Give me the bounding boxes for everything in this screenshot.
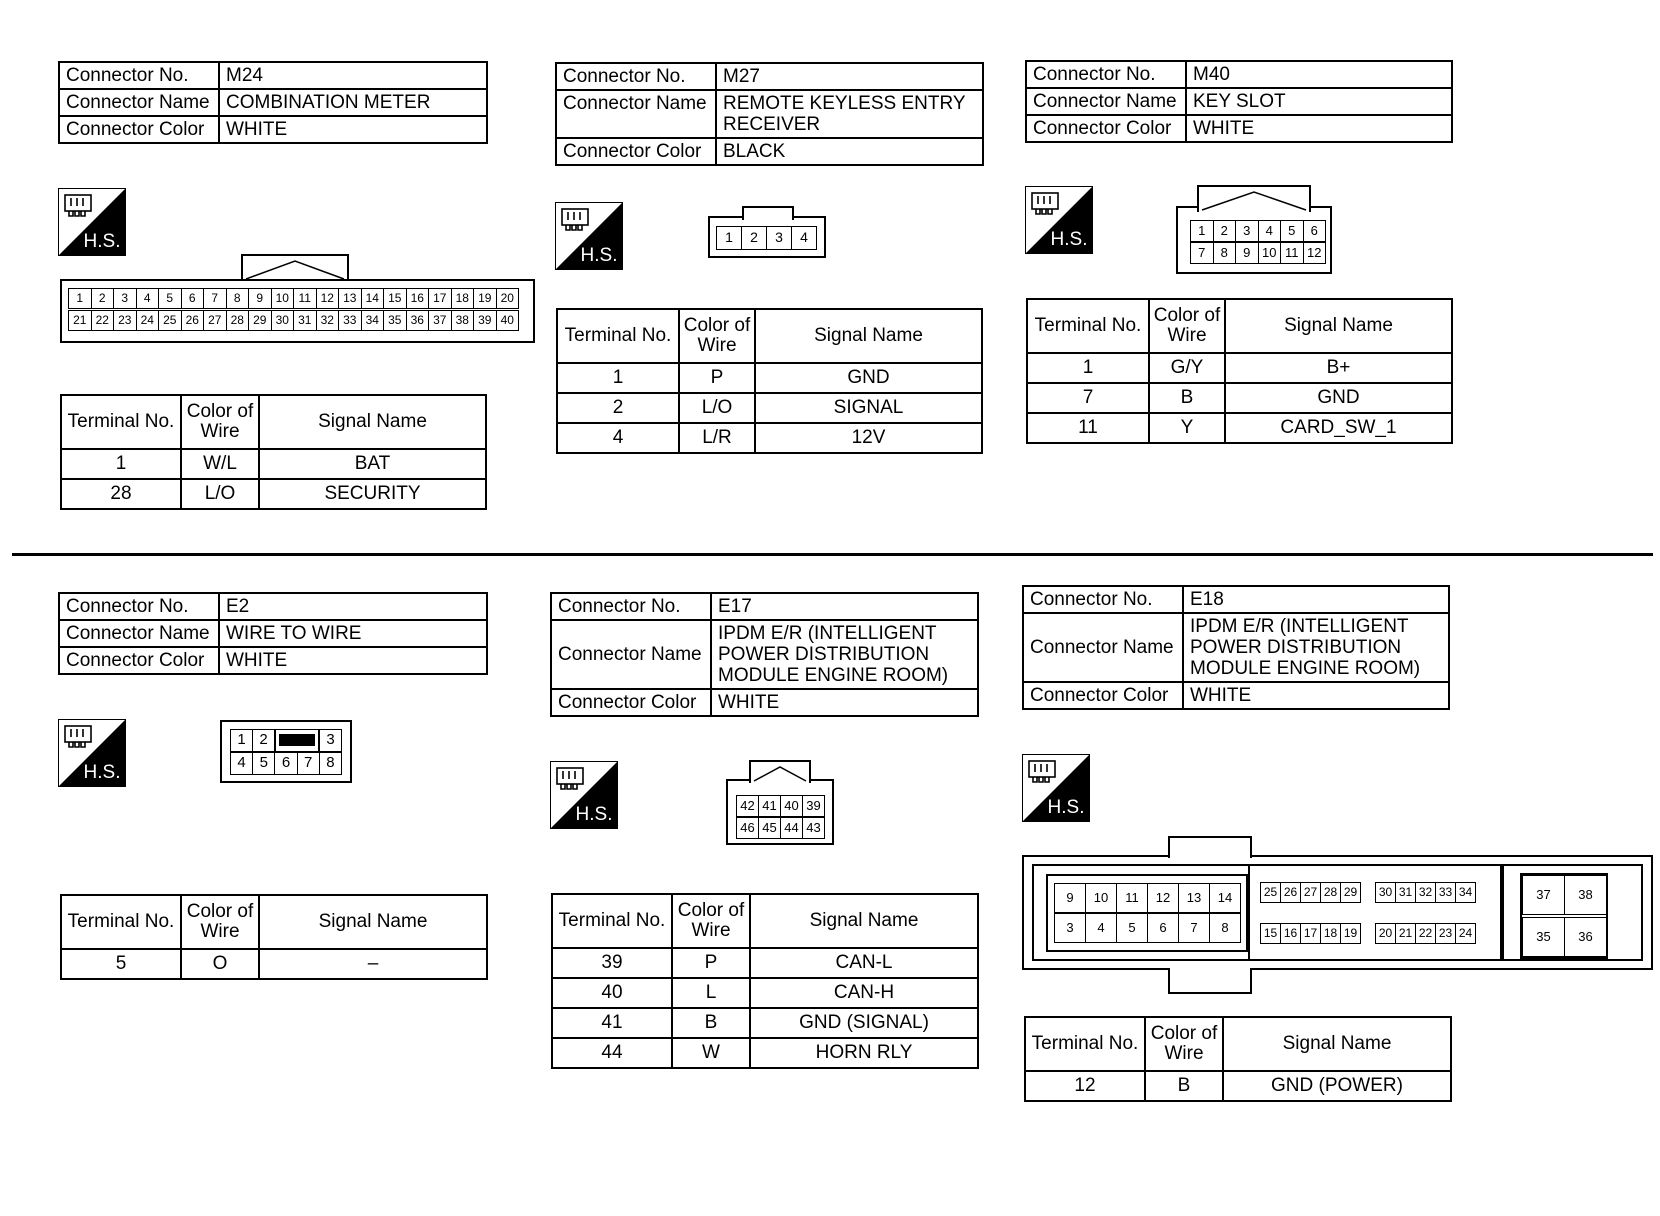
- pin-9: 9: [1054, 883, 1086, 913]
- label-connector-no: Connector No.: [1026, 61, 1186, 88]
- pin-24: 24: [136, 310, 160, 331]
- pin-22: 22: [91, 310, 115, 331]
- connector-face-e18: [1022, 836, 1653, 994]
- signal-cell: 12V: [755, 423, 982, 453]
- header-color-of-wire: Color of Wire: [679, 309, 755, 363]
- signal-cell: SECURITY: [259, 479, 486, 509]
- harness-side-icon: [556, 203, 622, 269]
- hs-label: H.S.: [580, 245, 618, 266]
- pin-30: 30: [271, 310, 295, 331]
- pin-20: 20: [496, 288, 520, 309]
- pin-20: 20: [1375, 923, 1396, 944]
- hs-label: H.S.: [1050, 229, 1088, 250]
- pin-11: 11: [293, 288, 317, 309]
- pin-4: 4: [791, 226, 817, 250]
- pin-40: 40: [780, 795, 803, 817]
- label-connector-color: Connector Color: [551, 689, 711, 716]
- header-terminal-no: Terminal No.: [61, 895, 181, 949]
- pin-3: 3: [319, 729, 342, 752]
- pin-29: 29: [1340, 882, 1361, 903]
- pin-5: 5: [252, 752, 275, 775]
- connector-color-value: WHITE: [1183, 682, 1449, 709]
- signal-cell: –: [259, 949, 487, 979]
- connector-name-value: COMBINATION METER: [219, 89, 487, 116]
- connector-no-value: E2: [219, 593, 487, 620]
- connector-top-tab: [1168, 836, 1252, 858]
- pin-35: 35: [383, 310, 407, 331]
- hs-badge-m24: [58, 188, 126, 256]
- pin-block-middle: [1248, 864, 1502, 961]
- pin-28: 28: [1320, 882, 1341, 903]
- label-connector-name: Connector Name: [1026, 88, 1186, 115]
- pin-21: 21: [1395, 923, 1416, 944]
- pin-7: 7: [1190, 242, 1214, 264]
- pin-6: 6: [1147, 913, 1179, 943]
- wire-cell: P: [679, 363, 755, 393]
- header-signal-name: Signal Name: [259, 895, 487, 949]
- label-connector-name: Connector Name: [551, 620, 711, 689]
- connector-latch: [742, 206, 794, 220]
- pin-19: 19: [473, 288, 497, 309]
- terminal-table-e18: [1024, 1016, 1452, 1102]
- header-terminal-no: Terminal No.: [1027, 299, 1149, 353]
- signal-cell: GND: [1225, 383, 1452, 413]
- pin-15: 15: [383, 288, 407, 309]
- terminal-cell: 1: [557, 363, 679, 393]
- terminal-cell: 5: [61, 949, 181, 979]
- pin-10: 10: [1085, 883, 1117, 913]
- pin-41: 41: [758, 795, 781, 817]
- connector-name-value: IPDM E/R (INTELLIGENT POWER DISTRIBUTION MODULE ENGINE ROOM): [1183, 613, 1449, 682]
- pin-30: 30: [1375, 882, 1396, 903]
- connector-info-e2: [58, 592, 488, 675]
- pin-9: 9: [1235, 242, 1259, 264]
- terminal-cell: 40: [552, 978, 672, 1008]
- pin-7: 7: [1178, 913, 1210, 943]
- pin-8: 8: [1209, 913, 1241, 943]
- pin-6: 6: [274, 752, 297, 775]
- section-divider: [12, 553, 1653, 556]
- pin-4: 4: [136, 288, 160, 309]
- pin-10: 10: [1258, 242, 1282, 264]
- harness-side-icon: [59, 189, 125, 255]
- pin-3: 3: [1235, 220, 1259, 242]
- connector-no-value: E17: [711, 593, 978, 620]
- pin-3: 3: [1054, 913, 1086, 943]
- pin-5: 5: [1280, 220, 1304, 242]
- connector-name-value: WIRE TO WIRE: [219, 620, 487, 647]
- hs-badge-e17: [550, 761, 618, 829]
- pin-45: 45: [758, 817, 781, 839]
- header-signal-name: Signal Name: [1225, 299, 1452, 353]
- header-terminal-no: Terminal No.: [557, 309, 679, 363]
- pin-9: 9: [248, 288, 272, 309]
- terminal-cell: 11: [1027, 413, 1149, 443]
- pin-2: 2: [1213, 220, 1237, 242]
- table-row: [552, 1008, 978, 1038]
- pin-6: 6: [181, 288, 205, 309]
- label-connector-color: Connector Color: [59, 647, 219, 674]
- pin-16: 16: [1280, 923, 1301, 944]
- table-row: [552, 1038, 978, 1068]
- pin-4: 4: [1258, 220, 1282, 242]
- terminal-cell: 41: [552, 1008, 672, 1038]
- pin-31: 31: [1395, 882, 1416, 903]
- pin-5: 5: [1116, 913, 1148, 943]
- header-color-of-wire: Color of Wire: [1145, 1017, 1223, 1071]
- pin-7: 7: [297, 752, 320, 775]
- pin-11: 11: [1280, 242, 1304, 264]
- pin-21: 21: [68, 310, 92, 331]
- signal-cell: GND (POWER): [1223, 1071, 1451, 1101]
- harness-side-icon: [1023, 755, 1089, 821]
- terminal-cell: 12: [1025, 1071, 1145, 1101]
- terminal-cell: 2: [557, 393, 679, 423]
- connector-color-value: WHITE: [219, 647, 487, 674]
- pin-35: 35: [1522, 917, 1565, 957]
- pin-14: 14: [361, 288, 385, 309]
- pin-10: 10: [271, 288, 295, 309]
- table-row: [1025, 1071, 1451, 1101]
- label-connector-color: Connector Color: [1026, 115, 1186, 142]
- pin-1: 1: [716, 226, 742, 250]
- pin-46: 46: [736, 817, 759, 839]
- connector-face-e17: [726, 761, 834, 845]
- pin-44: 44: [780, 817, 803, 839]
- hs-label: H.S.: [83, 762, 121, 783]
- signal-cell: GND: [755, 363, 982, 393]
- wire-cell: B: [672, 1008, 750, 1038]
- pin-32: 32: [1415, 882, 1436, 903]
- pin-1: 1: [1190, 220, 1214, 242]
- wire-cell: L: [672, 978, 750, 1008]
- hs-badge-e2: [58, 719, 126, 787]
- pin-11: 11: [1116, 883, 1148, 913]
- connector-latch: [1198, 186, 1310, 212]
- label-connector-color: Connector Color: [59, 116, 219, 143]
- label-connector-name: Connector Name: [1023, 613, 1183, 682]
- table-row: [1027, 353, 1452, 383]
- connector-face-m27: [708, 206, 826, 258]
- label-connector-name: Connector Name: [556, 90, 716, 138]
- pin-8: 8: [319, 752, 342, 775]
- pin-42: 42: [736, 795, 759, 817]
- connector-info-e17: [550, 592, 979, 717]
- connector-color-value: BLACK: [716, 138, 983, 165]
- hs-badge-e18: [1022, 754, 1090, 822]
- terminal-table-e2: [60, 894, 488, 980]
- terminal-cell: 4: [557, 423, 679, 453]
- pin-39: 39: [802, 795, 825, 817]
- connector-info-m24: [58, 61, 488, 144]
- pin-23: 23: [113, 310, 137, 331]
- table-row: [61, 949, 487, 979]
- label-connector-name: Connector Name: [59, 89, 219, 116]
- harness-side-icon: [59, 720, 125, 786]
- wire-cell: G/Y: [1149, 353, 1225, 383]
- header-signal-name: Signal Name: [1223, 1017, 1451, 1071]
- pin-25: 25: [158, 310, 182, 331]
- pin-39: 39: [473, 310, 497, 331]
- wire-cell: L/O: [181, 479, 259, 509]
- pin-16: 16: [406, 288, 430, 309]
- pin-4: 4: [230, 752, 253, 775]
- connector-info-e18: [1022, 585, 1450, 710]
- header-terminal-no: Terminal No.: [61, 395, 181, 449]
- wire-cell: Y: [1149, 413, 1225, 443]
- wire-cell: W/L: [181, 449, 259, 479]
- label-connector-no: Connector No.: [1023, 586, 1183, 613]
- pin-36: 36: [406, 310, 430, 331]
- harness-side-icon: [1026, 187, 1092, 253]
- pin-23: 23: [1435, 923, 1456, 944]
- header-color-of-wire: Color of Wire: [181, 395, 259, 449]
- wire-cell: L/O: [679, 393, 755, 423]
- pin-24: 24: [1455, 923, 1476, 944]
- table-row: [557, 423, 982, 453]
- pin-12: 12: [1303, 242, 1327, 264]
- hs-badge-m27: [555, 202, 623, 270]
- pin-29: 29: [248, 310, 272, 331]
- pin-4: 4: [1085, 913, 1117, 943]
- signal-cell: BAT: [259, 449, 486, 479]
- connector-face-m40: [1176, 186, 1332, 274]
- pin-17: 17: [428, 288, 452, 309]
- hs-label: H.S.: [83, 231, 121, 252]
- pin-34: 34: [361, 310, 385, 331]
- label-connector-no: Connector No.: [556, 63, 716, 90]
- terminal-cell: 28: [61, 479, 181, 509]
- pin-6: 6: [1303, 220, 1327, 242]
- connector-color-value: WHITE: [219, 116, 487, 143]
- signal-cell: CAN-L: [750, 948, 978, 978]
- connector-no-value: M40: [1186, 61, 1452, 88]
- connector-no-value: E18: [1183, 586, 1449, 613]
- table-row: [61, 449, 486, 479]
- connector-name-value: IPDM E/R (INTELLIGENT POWER DISTRIBUTION MODULE ENGINE ROOM): [711, 620, 978, 689]
- header-signal-name: Signal Name: [755, 309, 982, 363]
- pin-8: 8: [226, 288, 250, 309]
- header-signal-name: Signal Name: [750, 894, 978, 948]
- pin-14: 14: [1209, 883, 1241, 913]
- pin-25: 25: [1260, 882, 1281, 903]
- header-color-of-wire: Color of Wire: [672, 894, 750, 948]
- pin-43: 43: [802, 817, 825, 839]
- terminal-table-m24: [60, 394, 487, 510]
- table-row: [1027, 383, 1452, 413]
- connector-bottom-tab: [1168, 968, 1252, 994]
- header-signal-name: Signal Name: [259, 395, 486, 449]
- pin-36: 36: [1564, 917, 1607, 957]
- signal-cell: CARD_SW_1: [1225, 413, 1452, 443]
- label-connector-no: Connector No.: [59, 593, 219, 620]
- hs-badge-m40: [1025, 186, 1093, 254]
- connector-no-value: M27: [716, 63, 983, 90]
- pin-8: 8: [1213, 242, 1237, 264]
- pin-26: 26: [181, 310, 205, 331]
- pin-3: 3: [766, 226, 792, 250]
- pin-18: 18: [1320, 923, 1341, 944]
- table-row: [557, 393, 982, 423]
- signal-cell: GND (SIGNAL): [750, 1008, 978, 1038]
- pin-15: 15: [1260, 923, 1281, 944]
- pin-22: 22: [1415, 923, 1436, 944]
- pin-13: 13: [1178, 883, 1210, 913]
- header-color-of-wire: Color of Wire: [181, 895, 259, 949]
- hs-label: H.S.: [575, 804, 613, 825]
- wire-cell: B: [1145, 1071, 1223, 1101]
- pin-37: 37: [1522, 875, 1565, 915]
- terminal-table-m27: [556, 308, 983, 454]
- signal-cell: B+: [1225, 353, 1452, 383]
- harness-side-icon: [551, 762, 617, 828]
- pin-33: 33: [1435, 882, 1456, 903]
- pin-27: 27: [203, 310, 227, 331]
- terminal-cell: 1: [1027, 353, 1149, 383]
- terminal-cell: 1: [61, 449, 181, 479]
- wire-cell: L/R: [679, 423, 755, 453]
- label-connector-color: Connector Color: [1023, 682, 1183, 709]
- connector-no-value: M24: [219, 62, 487, 89]
- signal-cell: SIGNAL: [755, 393, 982, 423]
- terminal-cell: 39: [552, 948, 672, 978]
- connector-face-m24: [60, 255, 535, 343]
- table-row: [61, 479, 486, 509]
- connector-color-value: WHITE: [711, 689, 978, 716]
- pin-17: 17: [1300, 923, 1321, 944]
- connector-name-value: KEY SLOT: [1186, 88, 1452, 115]
- pin-12: 12: [1147, 883, 1179, 913]
- connector-info-m27: [555, 62, 984, 166]
- connector-latch: [242, 255, 348, 281]
- label-connector-name: Connector Name: [59, 620, 219, 647]
- wire-cell: O: [181, 949, 259, 979]
- pin-26: 26: [1280, 882, 1301, 903]
- terminal-table-e17: [551, 893, 979, 1069]
- pin-38: 38: [451, 310, 475, 331]
- terminal-cell: 44: [552, 1038, 672, 1068]
- signal-cell: HORN RLY: [750, 1038, 978, 1068]
- connector-latch: [750, 761, 810, 783]
- pin-7: 7: [203, 288, 227, 309]
- pin-1: 1: [230, 729, 253, 752]
- wire-cell: P: [672, 948, 750, 978]
- pin-32: 32: [316, 310, 340, 331]
- pin-37: 37: [428, 310, 452, 331]
- label-connector-no: Connector No.: [551, 593, 711, 620]
- connector-face-e2: [220, 720, 352, 783]
- connector-info-m40: [1025, 60, 1453, 143]
- table-row: [552, 978, 978, 1008]
- keyed-blank-pin: [275, 729, 319, 752]
- hs-label: H.S.: [1047, 797, 1085, 818]
- pin-5: 5: [158, 288, 182, 309]
- table-row: [557, 363, 982, 393]
- pin-2: 2: [741, 226, 767, 250]
- pin-40: 40: [496, 310, 520, 331]
- pin-33: 33: [338, 310, 362, 331]
- pin-38: 38: [1564, 875, 1607, 915]
- signal-cell: CAN-H: [750, 978, 978, 1008]
- pin-31: 31: [293, 310, 317, 331]
- terminal-table-m40: [1026, 298, 1453, 444]
- connector-name-value: REMOTE KEYLESS ENTRY RECEIVER: [716, 90, 983, 138]
- pin-12: 12: [316, 288, 340, 309]
- table-row: [552, 948, 978, 978]
- label-connector-no: Connector No.: [59, 62, 219, 89]
- pin-3: 3: [113, 288, 137, 309]
- header-color-of-wire: Color of Wire: [1149, 299, 1225, 353]
- header-terminal-no: Terminal No.: [1025, 1017, 1145, 1071]
- header-terminal-no: Terminal No.: [552, 894, 672, 948]
- terminal-cell: 7: [1027, 383, 1149, 413]
- pin-27: 27: [1300, 882, 1321, 903]
- label-connector-color: Connector Color: [556, 138, 716, 165]
- pin-28: 28: [226, 310, 250, 331]
- pin-2: 2: [252, 729, 275, 752]
- table-row: [1027, 413, 1452, 443]
- pin-18: 18: [451, 288, 475, 309]
- wire-cell: W: [672, 1038, 750, 1068]
- pin-34: 34: [1455, 882, 1476, 903]
- pin-2: 2: [91, 288, 115, 309]
- connector-color-value: WHITE: [1186, 115, 1452, 142]
- pin-1: 1: [68, 288, 92, 309]
- wire-cell: B: [1149, 383, 1225, 413]
- pin-13: 13: [338, 288, 362, 309]
- pin-19: 19: [1340, 923, 1361, 944]
